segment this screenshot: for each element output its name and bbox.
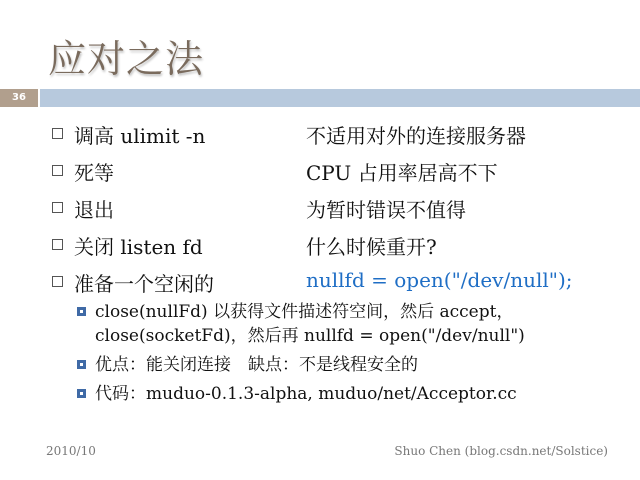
bullet-item	[44, 265, 634, 302]
sub-bullet-icon	[77, 307, 86, 316]
title-rule-bar	[40, 89, 640, 107]
bullet-list	[44, 117, 634, 302]
bullet-approach: 退出	[74, 198, 114, 222]
sub-bullet-icon	[77, 360, 86, 369]
bullet-comment: 不适用对外的连接服务器	[306, 124, 526, 148]
slide-title: 应对之法	[48, 37, 205, 81]
page-number-badge: 36	[0, 89, 38, 107]
bullet-approach: 调高 ulimit -n	[74, 124, 206, 148]
bullet-item	[44, 191, 634, 228]
bullet-approach: 关闭 listen fd	[74, 235, 203, 259]
footer-date: 2010/10	[46, 444, 96, 458]
square-bullet-icon	[52, 128, 63, 139]
sub-bullet-list	[75, 300, 630, 411]
sub-bullet-line: 代码：muduo-0.1.3-alpha, muduo/net/Acceptor.cc	[95, 384, 517, 404]
sub-bullet-item	[75, 300, 630, 348]
bullet-comment: CPU 占用率居高不下	[306, 161, 498, 185]
title-rule	[0, 89, 640, 107]
sub-bullet-item	[75, 382, 630, 406]
bullet-item	[44, 154, 634, 191]
bullet-comment: 什么时候重开?	[306, 235, 437, 259]
bullet-comment: 为暂时错误不值得	[306, 198, 466, 222]
bullet-approach: 准备一个空闲的	[74, 272, 214, 296]
sub-bullet-line: 优点：能关闭连接 缺点：不是线程安全的	[95, 355, 418, 375]
square-bullet-icon	[52, 239, 63, 250]
sub-bullet-line: close(nullFd) 以获得文件描述符空间，然后 accept，	[95, 302, 514, 322]
bullet-item	[44, 228, 634, 265]
square-bullet-icon	[52, 165, 63, 176]
square-bullet-icon	[52, 202, 63, 213]
sub-bullet-line: close(socketFd)，然后再 nullfd = open("/dev/null")	[95, 326, 525, 346]
bullet-code: nullfd = open("/dev/null");	[306, 268, 573, 292]
sub-bullet-icon	[77, 389, 86, 398]
footer-author: Shuo Chen (blog.csdn.net/Solstice)	[394, 444, 608, 458]
bullet-item	[44, 117, 634, 154]
sub-bullet-item	[75, 353, 630, 377]
square-bullet-icon	[52, 276, 63, 287]
bullet-approach: 死等	[74, 161, 114, 185]
